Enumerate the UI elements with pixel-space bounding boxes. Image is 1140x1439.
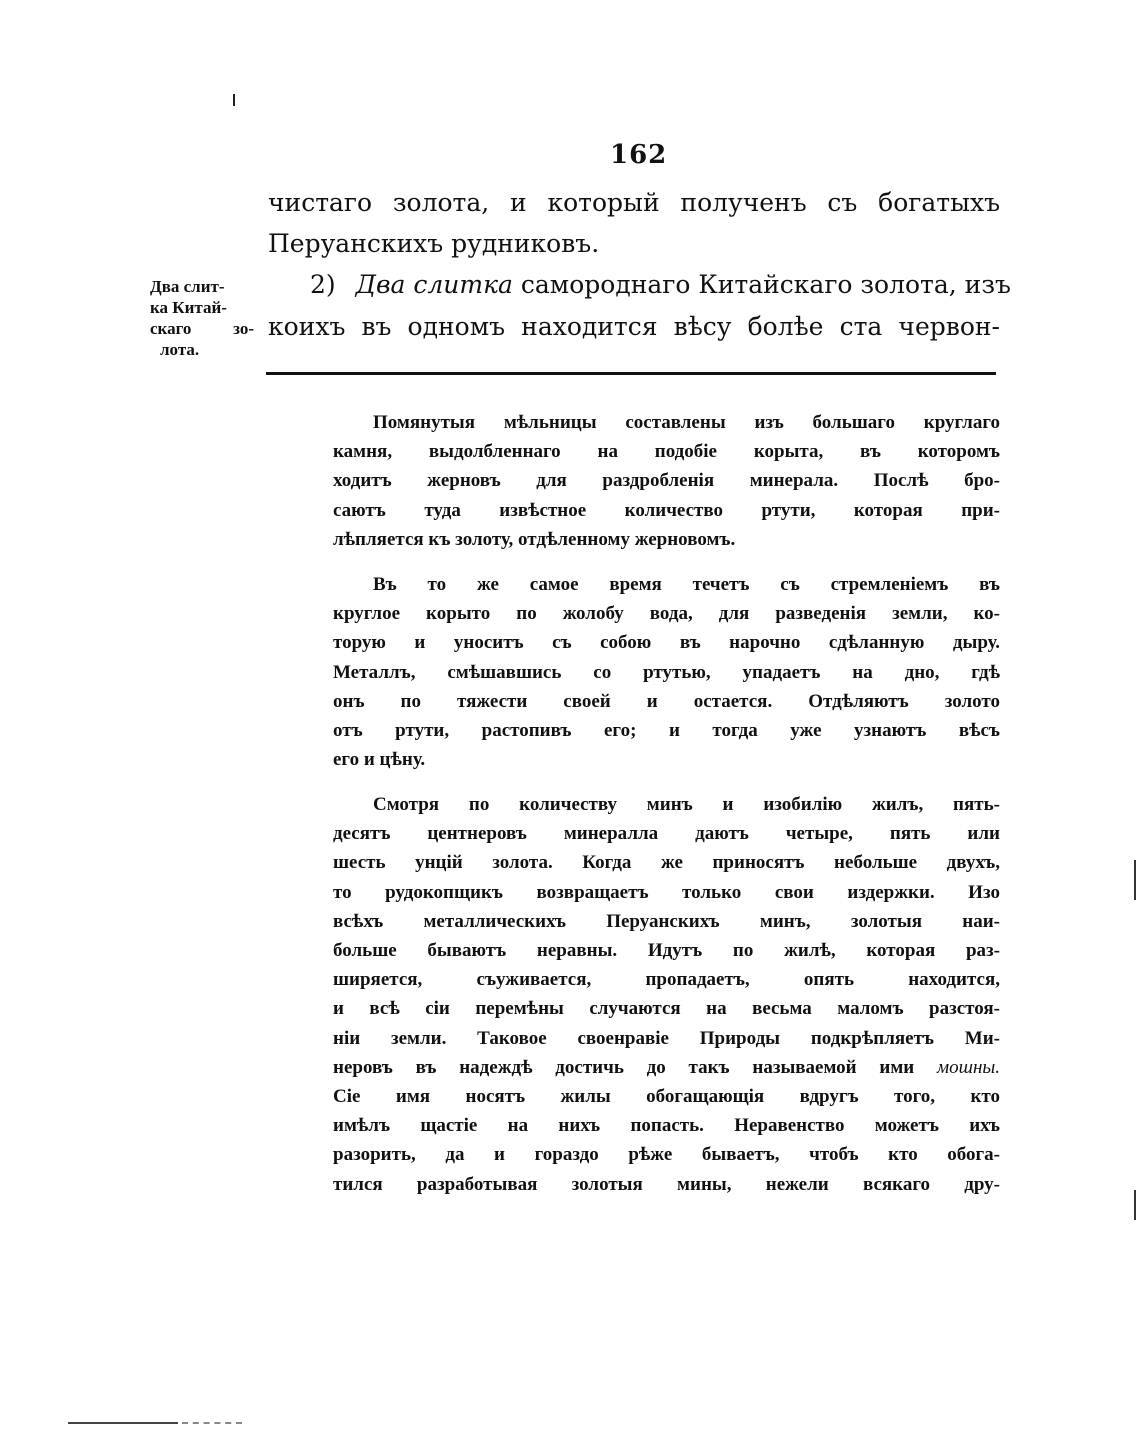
footnote-line: всѣхъ металлическихъ Перуанскихъ минъ, золотыя наи-: [333, 910, 1000, 932]
main-text-line: чистаго золота, и который полученъ съ богатыхъ: [268, 188, 1000, 217]
margin-note-line: Два слит-: [150, 277, 225, 296]
footnote-line: онъ по тяжести своей и остается. Отдѣляютъ золото: [333, 690, 1000, 712]
footnote-line: саютъ туда извѣстное количество ртути, которая при-: [333, 499, 1000, 521]
footnote-line: ніи земли. Таковое своенравіе Природы подкрѣпляетъ Ми-: [333, 1027, 1000, 1049]
footnote-line: Смотря по количеству минъ и изобилію жилъ, пять-: [373, 794, 1000, 815]
footnote-line: имѣлъ щастіе на нихъ попасть. Неравенство можетъ ихъ: [333, 1115, 1000, 1137]
footnote-italic-term: мошны.: [936, 1056, 1000, 1078]
footnote-line: Сіе имя носятъ жилы обогащающія вдругъ того, кто: [333, 1086, 1000, 1108]
footnote-text: неровъ въ надеждѣ достичь до такъ называемой ими: [333, 1056, 915, 1078]
footnote-paragraph-1: [333, 408, 1000, 554]
footnote-line: отъ ртути, растопивъ его; и тогда уже узнаютъ вѣсъ: [333, 720, 1000, 742]
footnote-line: его и цѣну.: [333, 749, 426, 771]
footnote-line: торую и уноситъ съ собою въ нарочно сдѣланную дыру.: [333, 632, 1000, 654]
footnote-paragraph-2: [333, 570, 1000, 774]
footnote-line: Помянутыя мѣльницы составлены изъ большаго круглаго: [373, 412, 1000, 433]
margin-note-line: скаго зо-: [150, 319, 254, 338]
footnote-line: камня, выдолбленнаго на подобіе корыта, въ которомъ: [333, 441, 1000, 463]
footnote-line: Металлъ, смѣшавшись со ртутью, упадаетъ на дно, гдѣ: [333, 661, 1000, 683]
scan-dash-mark: [68, 1422, 178, 1424]
footnote-line: разорить, да и гораздо рѣже бываетъ, чтобъ кто обога-: [333, 1144, 1000, 1166]
footnote-line: десятъ центнеровъ минералла даютъ четыре, пять или: [333, 823, 1000, 845]
footnote-line: круглое корыто по жолобу вода, для разведенія земли, ко-: [333, 603, 1000, 625]
margin-note-line: ка Китай-: [150, 298, 227, 317]
main-text-line-item: [310, 270, 1011, 300]
footnote-line: ходитъ жерновъ для раздробленія минерала. Послѣ бро-: [333, 470, 1000, 492]
footnote-line: тился разработывая золотыя мины, нежели всякаго дру-: [333, 1173, 1000, 1195]
main-text-line: Перуанскихъ рудниковъ.: [268, 229, 600, 258]
main-text-line: коихъ въ одномъ находится вѣсу болѣе ста червон-: [268, 312, 1000, 341]
footnote-line: и всѣ сіи перемѣны случаются на весьма маломъ разстоя-: [333, 998, 1000, 1020]
scan-mark: [233, 94, 235, 106]
item-number: 2): [310, 270, 336, 299]
margin-note-line: лота.: [160, 340, 200, 359]
footnote-line: шесть унцій золота. Когда же приносятъ небольше двухъ,: [333, 852, 1000, 874]
footnote-line: больше бываютъ неравны. Идутъ по жилѣ, которая раз-: [333, 940, 1000, 962]
scan-edge-mark: [1134, 1190, 1136, 1220]
footnote-line-mixed: [333, 1053, 1000, 1082]
footnote-line: лѣпляется къ золоту, отдѣленному жерновомъ.: [333, 528, 736, 550]
footnote-line: ширяется, съуживается, пропадаетъ, опять находится,: [333, 969, 1000, 991]
scan-edge-mark: [1134, 860, 1136, 900]
page-number: 162: [610, 140, 668, 170]
footnote-divider: [266, 372, 996, 375]
footnote-line: то рудокопщикъ возвращаетъ только свои издержки. Изо: [333, 881, 1000, 903]
scan-dash-mark: [182, 1422, 242, 1426]
footnote-line: Въ то же самое время течетъ съ стремленіемъ въ: [373, 574, 1000, 595]
item-italic-heading: Два слитка: [355, 270, 513, 299]
margin-note: [150, 276, 260, 360]
footnote-paragraph-3: [333, 790, 1000, 1199]
item-text: самороднаго Китайскаго золота, изъ: [520, 270, 1011, 299]
